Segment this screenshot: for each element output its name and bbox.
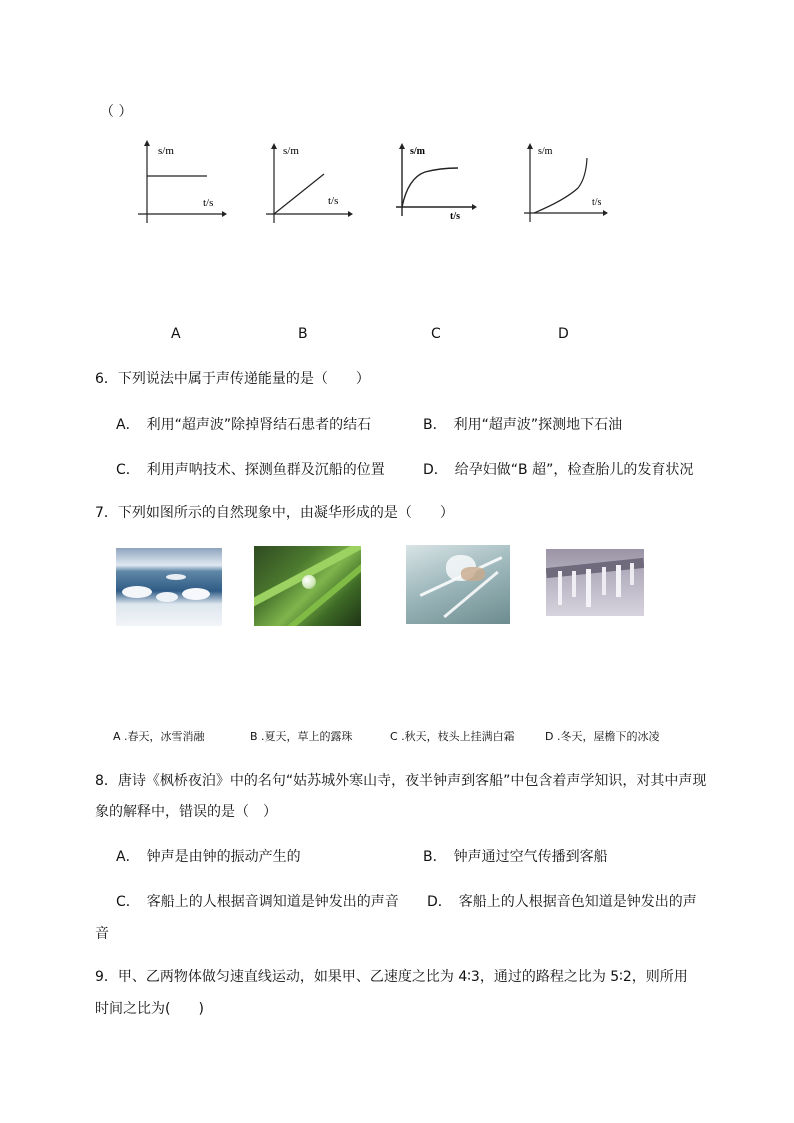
photo-a-melting-snow [116, 548, 222, 626]
q8-stem-line2: 象的解释中，错误的是（ ） [95, 804, 277, 820]
q5-option-a: A [171, 326, 181, 342]
graph-d [520, 138, 620, 228]
q8-stem-line1: 8．唐诗《枫桥夜泊》中的名句“姑苏城外寒山寺，夜半钟声到客船”中包含着声学知识，对其中声现 [95, 773, 707, 789]
q7-caption-b: B .夏天，草上的露珠 [250, 730, 353, 743]
q6-option-c: C． 利用声呐技术、探测鱼群及沉船的位置 [116, 462, 385, 478]
q8-option-c: C． 客船上的人根据音调知道是钟发出的声音 [116, 894, 399, 910]
q7-caption-a: A .春天，冰雪消融 [113, 730, 205, 743]
graph-d-xlabel: t/s [592, 197, 602, 208]
q6-option-b: B． 利用“超声波”探测地下石油 [423, 417, 623, 433]
graph-c-xlabel: t/s [450, 211, 460, 222]
q8-option-d-wrap: 音 [95, 926, 109, 942]
graph-c [390, 138, 490, 228]
photo-b-dew-grass [254, 546, 361, 626]
graph-a-ylabel: s/m [158, 145, 174, 157]
q5-option-d: D [558, 326, 569, 342]
q5-option-c: C [431, 326, 441, 342]
graph-b-xlabel: t/s [328, 195, 339, 207]
graph-b [258, 138, 358, 228]
graph-a [130, 135, 230, 225]
photo-d-icicles [546, 549, 644, 616]
q8-option-b: B． 钟声通过空气传播到客船 [423, 849, 608, 865]
q6-option-a: A． 利用“超声波”除掉肾结石患者的结石 [116, 417, 372, 433]
q6-option-d: D． 给孕妇做“B 超”，检查胎儿的发育状况 [423, 462, 694, 478]
graph-d-ylabel: s/m [538, 146, 553, 157]
q7-caption-c: C .秋天，枝头上挂满白霜 [390, 730, 515, 743]
graph-c-ylabel: s/m [410, 146, 425, 157]
q5-bracket: （ ） [100, 104, 133, 120]
q7-caption-d: D .冬天，屋檐下的冰凌 [545, 730, 660, 743]
graph-a-xlabel: t/s [203, 197, 214, 209]
q6-stem: 6．下列说法中属于声传递能量的是（ ） [95, 371, 370, 387]
q5-option-b: B [298, 326, 308, 342]
q8-option-d: D． 客船上的人根据音色知道是钟发出的声 [427, 894, 697, 910]
q9-stem-line2: 时间之比为( ) [95, 1001, 204, 1017]
q8-option-a: A． 钟声是由钟的振动产生的 [116, 849, 301, 865]
q7-stem: 7．下列如图所示的自然现象中，由凝华形成的是（ ） [95, 505, 454, 521]
q9-stem-line1: 9．甲、乙两物体做匀速直线运动，如果甲、乙速度之比为 4∶3，通过的路程之比为 5∶2，则所用 [95, 969, 688, 985]
graph-b-ylabel: s/m [283, 145, 299, 157]
photo-c-frost-branches [406, 545, 510, 624]
